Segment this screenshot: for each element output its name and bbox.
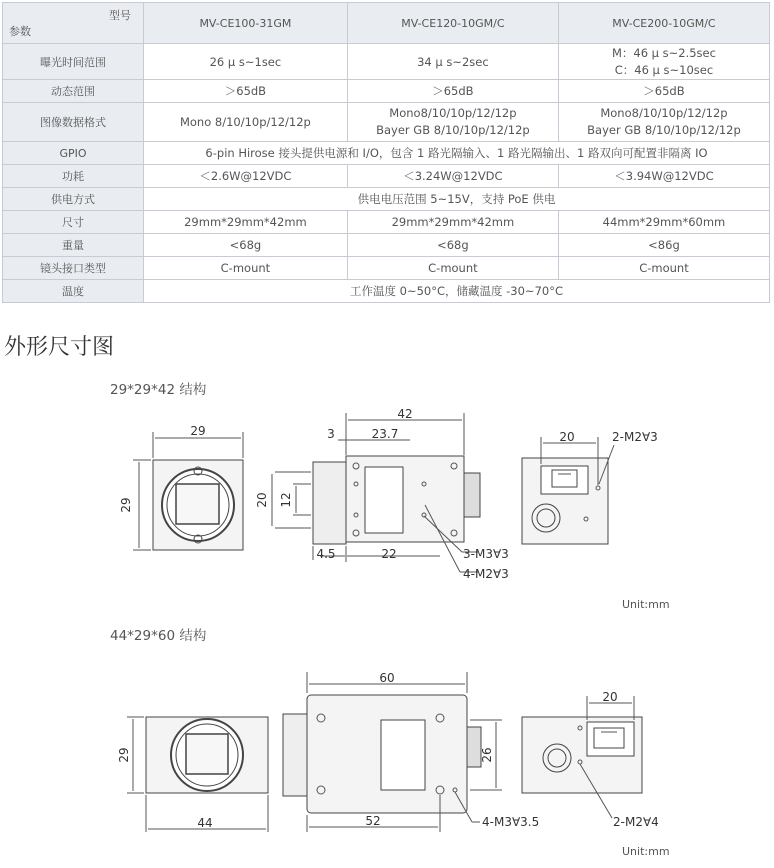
table-cell: C-mount	[347, 257, 558, 280]
table-cell: 29mm*29mm*42mm	[347, 211, 558, 234]
drawing2-caption: 44*29*60 结构	[110, 628, 207, 644]
table-cell: ＜3.94W@12VDC	[558, 165, 769, 188]
back-hole-label: 2-M2∀3	[612, 430, 658, 444]
model-header-3: MV-CE200-10GM/C	[558, 3, 769, 44]
table-cell: <86g	[558, 234, 769, 257]
dim-side-a: 3	[327, 427, 335, 441]
dim-side-d: 22	[381, 547, 397, 561]
table-cell: <68g	[347, 234, 558, 257]
row-label: 功耗	[3, 165, 144, 188]
dim-front-height: 29	[119, 497, 133, 513]
dim2-back-width: 20	[602, 690, 618, 704]
table-cell: ＞65dB	[347, 80, 558, 103]
table-cell: ＞65dB	[558, 80, 769, 103]
dim2-side-height: 26	[480, 747, 494, 763]
corner-model-label: 型号	[108, 9, 131, 22]
screw2-label: 4-M3∀3.5	[482, 815, 540, 829]
table-cell: 26 μ s~1sec	[143, 44, 347, 80]
drawing1-caption: 29*29*42 结构	[110, 382, 207, 398]
table-cell: Mono 8/10/10p/12/12p	[143, 103, 347, 142]
row-label: 图像数据格式	[3, 103, 144, 142]
cell-line: Mono8/10/10p/12/12p	[389, 106, 517, 120]
back-view-large	[522, 696, 642, 818]
row-label: 尺寸	[3, 211, 144, 234]
dim-side-h2: 12	[279, 492, 293, 508]
front-view-large	[127, 717, 268, 832]
front-view-small	[133, 432, 243, 550]
model-header-2: MV-CE120-10GM/C	[347, 3, 558, 44]
table-cell: C-mount	[143, 257, 347, 280]
cell-line: Bayer GB 8/10/10p/12/12p	[587, 123, 741, 137]
screw-label-2: 4-M2∀3	[463, 567, 509, 581]
table-cell: ＜2.6W@12VDC	[143, 165, 347, 188]
table-cell-span: 工作温度 0~50°C，储藏温度 -30~70°C	[143, 280, 769, 303]
drawing2-unit: Unit:mm	[622, 845, 670, 858]
cell-line: Mono8/10/10p/12/12p	[600, 106, 728, 120]
dim-side-length: 42	[397, 407, 413, 421]
dim-side-c: 4.5	[316, 547, 336, 561]
dim-side-b: 23.7	[371, 427, 399, 441]
corner-param-label: 参数	[9, 25, 31, 38]
table-cell-span: 6-pin Hirose 接头提供电源和 I/O，包含 1 路光隔输入、1 路光隔输出、1 路双向可配置非隔离 IO	[143, 142, 769, 165]
back-hole-label-2: 2-M2∀4	[613, 815, 659, 829]
row-label: 温度	[3, 280, 144, 303]
table-cell-span: 供电电压范围 5~15V，支持 PoE 供电	[143, 188, 769, 211]
dim2-front-height: 29	[117, 747, 131, 763]
dim2-side-b: 52	[365, 814, 381, 828]
drawing1-unit: Unit:mm	[622, 598, 670, 611]
dim2-side-length: 60	[379, 671, 395, 685]
model-header-1: MV-CE100-31GM	[143, 3, 347, 44]
row-label: 重量	[3, 234, 144, 257]
row-label: 曝光时间范围	[3, 44, 144, 80]
screw-label-1: 3-M3∀3	[463, 547, 509, 561]
row-label: 镜头接口类型	[3, 257, 144, 280]
section-title: 外形尺寸图	[4, 335, 115, 360]
dim-side-h1: 20	[255, 492, 269, 508]
side-view-large	[283, 672, 502, 832]
table-cell: 34 μ s~2sec	[347, 44, 558, 80]
table-cell: 44mm*29mm*60mm	[558, 211, 769, 234]
row-label: GPIO	[3, 142, 144, 165]
dim-back-width: 20	[559, 430, 575, 444]
dim-front-width: 29	[190, 424, 206, 438]
back-view-small	[522, 437, 614, 544]
table-cell: ＞65dB	[143, 80, 347, 103]
dim2-front-width: 44	[197, 816, 213, 830]
table-cell: <68g	[143, 234, 347, 257]
row-label: 供电方式	[3, 188, 144, 211]
row-label: 动态范围	[3, 80, 144, 103]
cell-line: M：46 μ s~2.5sec	[611, 45, 716, 60]
cell-line: Bayer GB 8/10/10p/12/12p	[376, 123, 530, 137]
table-cell: 29mm*29mm*42mm	[143, 211, 347, 234]
table-cell: C-mount	[558, 257, 769, 280]
table-cell: ＜3.24W@12VDC	[347, 165, 558, 188]
cell-line: C：46 μ s~10sec	[614, 62, 714, 77]
